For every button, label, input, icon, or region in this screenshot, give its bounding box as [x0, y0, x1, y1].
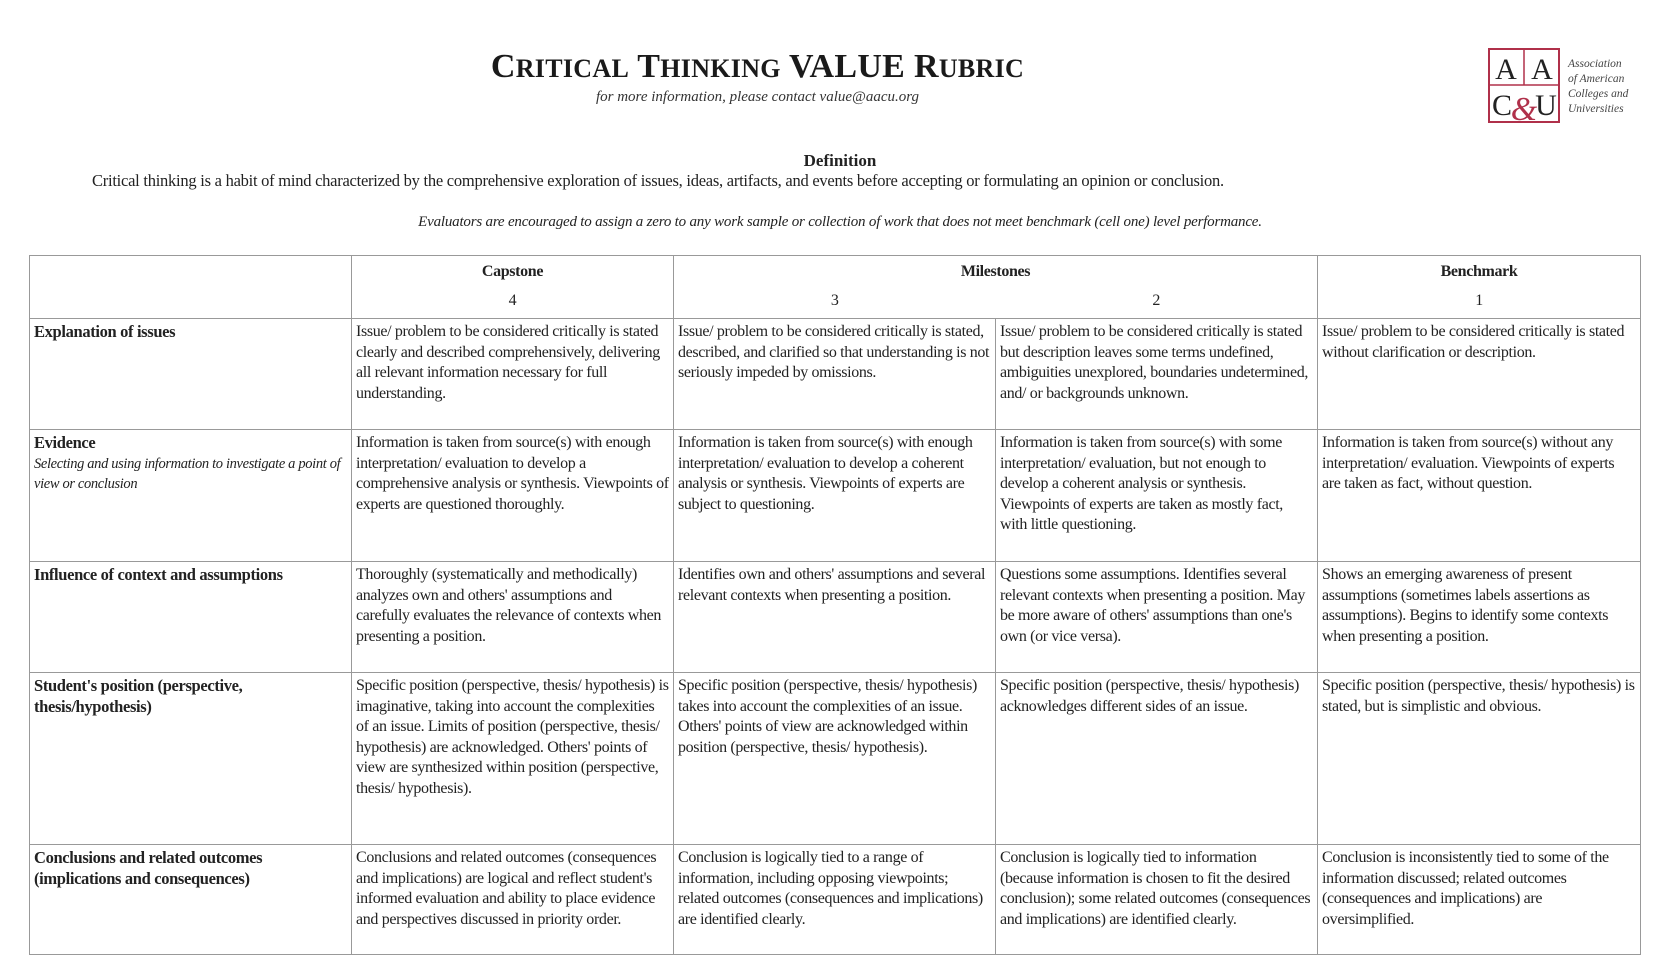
table-row [30, 430, 1641, 562]
rubric-cell: Thoroughly (systematically and methodically) analyzes own and others' assumptions and carefully evaluates the relevance of contexts when presenting a position. [352, 562, 674, 673]
svg-text:A: A [1495, 53, 1517, 86]
table-row [30, 845, 1641, 955]
rubric-cell: Conclusion is logically tied to information (because information is chosen to fit the desired conclusion); some related outcomes (consequences and implications) are identified clearly. [996, 845, 1318, 955]
criterion-cell [30, 845, 352, 955]
page-title: CRITICAL THINKING VALUE RUBRIC [490, 48, 1025, 85]
table-row [30, 319, 1641, 430]
rubric-cell: Conclusion is logically tied to a range of information, including opposing viewpoints; related outcomes (consequences and implications) are identified clearly. [674, 845, 996, 955]
score-1: 1 [1318, 289, 1641, 319]
rubric-cell: Specific position (perspective, thesis/ hypothesis) takes into account the complexities of an issue. Others' points of view are acknowledged within position (perspective, thesis/ hypothesis). [674, 673, 996, 845]
header-corner [30, 256, 352, 319]
definition-text: Critical thinking is a habit of mind characterized by the comprehensive exploration of issues, ideas, artifacts, and events before accepting or formulating an opinion or conclusion. [92, 171, 1224, 190]
criterion-cell [30, 319, 352, 430]
rubric-cell: Information is taken from source(s) with enough interpretation/ evaluation to develop a comprehensive analysis or synthesis. Viewpoints of experts are questioned thoroughly. [352, 430, 674, 562]
header-capstone: Capstone [352, 256, 674, 290]
aacu-logo-text: Association of American Colleges and Universities [1568, 58, 1629, 115]
rubric-cell: Specific position (perspective, thesis/ hypothesis) acknowledges different sides of an issue. [996, 673, 1318, 845]
rubric-table [29, 255, 1641, 955]
svg-text:C: C [1491, 89, 1513, 122]
rubric-cell: Issue/ problem to be considered critically is stated without clarification or description. [1318, 319, 1641, 430]
rubric-cell: Questions some assumptions. Identifies several relevant contexts when presenting a position. May be more aware of others' assumptions than one's own (or vice versa). [996, 562, 1318, 673]
score-4: 4 [352, 289, 674, 319]
rubric-cell: Information is taken from source(s) with some interpretation/ evaluation, but not enough to develop a coherent analysis or synthesis. Viewpoints of experts are taken as mostly fact, with little questioning. [996, 430, 1318, 562]
evaluator-note: Evaluators are encouraged to assign a zero to any work sample or collection of work that does not meet benchmark (cell one) level performance. [418, 214, 1262, 230]
svg-text:A: A [1531, 53, 1553, 86]
table-row [30, 562, 1641, 673]
definition-heading: Definition [803, 151, 877, 170]
criterion-cell [30, 673, 352, 845]
rubric-cell: Information is taken from source(s) with enough interpretation/ evaluation to develop a coherent analysis or synthesis. Viewpoints of experts are subject to questioning. [674, 430, 996, 562]
criterion-name: Student's position (perspective, thesis/hypothesis) [34, 676, 243, 716]
rubric-cell: Specific position (perspective, thesis/ hypothesis) is imaginative, taking into account the complexities of an issue. Limits of position (perspective, thesis/ hypothesis) are acknowledged. Others' points of view are synthesized within position (perspective, thesis/ hypothesis). [352, 673, 674, 845]
rubric-cell: Shows an emerging awareness of present assumptions (sometimes labels assertions as assumptions). Begins to identify some contexts when presenting a position. [1318, 562, 1641, 673]
svg-text:U: U [1535, 89, 1557, 122]
score-3: 3 [674, 289, 996, 319]
rubric-cell: Specific position (perspective, thesis/ hypothesis) is stated, but is simplistic and obvious. [1318, 673, 1641, 845]
table-row [30, 673, 1641, 845]
criterion-cell [30, 430, 352, 562]
rubric-cell: Conclusion is inconsistently tied to some of the information discussed; related outcomes (consequences and implications) are oversimplified. [1318, 845, 1641, 955]
rubric-cell: Issue/ problem to be considered critically is stated, described, and clarified so that understanding is not seriously impeded by omissions. [674, 319, 996, 430]
criterion-name: Influence of context and assumptions [34, 565, 283, 584]
rubric-cell: Information is taken from source(s) without any interpretation/ evaluation. Viewpoints of experts are taken as fact, without question. [1318, 430, 1641, 562]
header-row-levels [30, 256, 1641, 290]
criterion-name: Evidence [34, 433, 96, 452]
aacu-logo [1488, 48, 1560, 123]
svg-text:&: & [1510, 91, 1538, 123]
criterion-description: Selecting and using information to investigate a point of view or conclusion [34, 455, 341, 492]
contact-subtitle: for more information, please contact value@aacu.org [595, 89, 920, 105]
rubric-cell: Identifies own and others' assumptions and several relevant contexts when presenting a position. [674, 562, 996, 673]
criterion-name: Conclusions and related outcomes (implications and consequences) [34, 848, 263, 888]
rubric-cell: Issue/ problem to be considered critically is stated but description leaves some terms undefined, ambiguities unexplored, boundaries undetermined, and/ or backgrounds unknown. [996, 319, 1318, 430]
score-2: 2 [996, 289, 1318, 319]
rubric-cell: Conclusions and related outcomes (consequences and implications) are logical and reflect student's informed evaluation and ability to place evidence and perspectives discussed in priority order. [352, 845, 674, 955]
header-milestones: Milestones [674, 256, 1318, 290]
criterion-name: Explanation of issues [34, 322, 176, 341]
rubric-cell: Issue/ problem to be considered critically is stated clearly and described comprehensively, delivering all relevant information necessary for full understanding. [352, 319, 674, 430]
criterion-cell [30, 562, 352, 673]
header-benchmark: Benchmark [1318, 256, 1641, 290]
